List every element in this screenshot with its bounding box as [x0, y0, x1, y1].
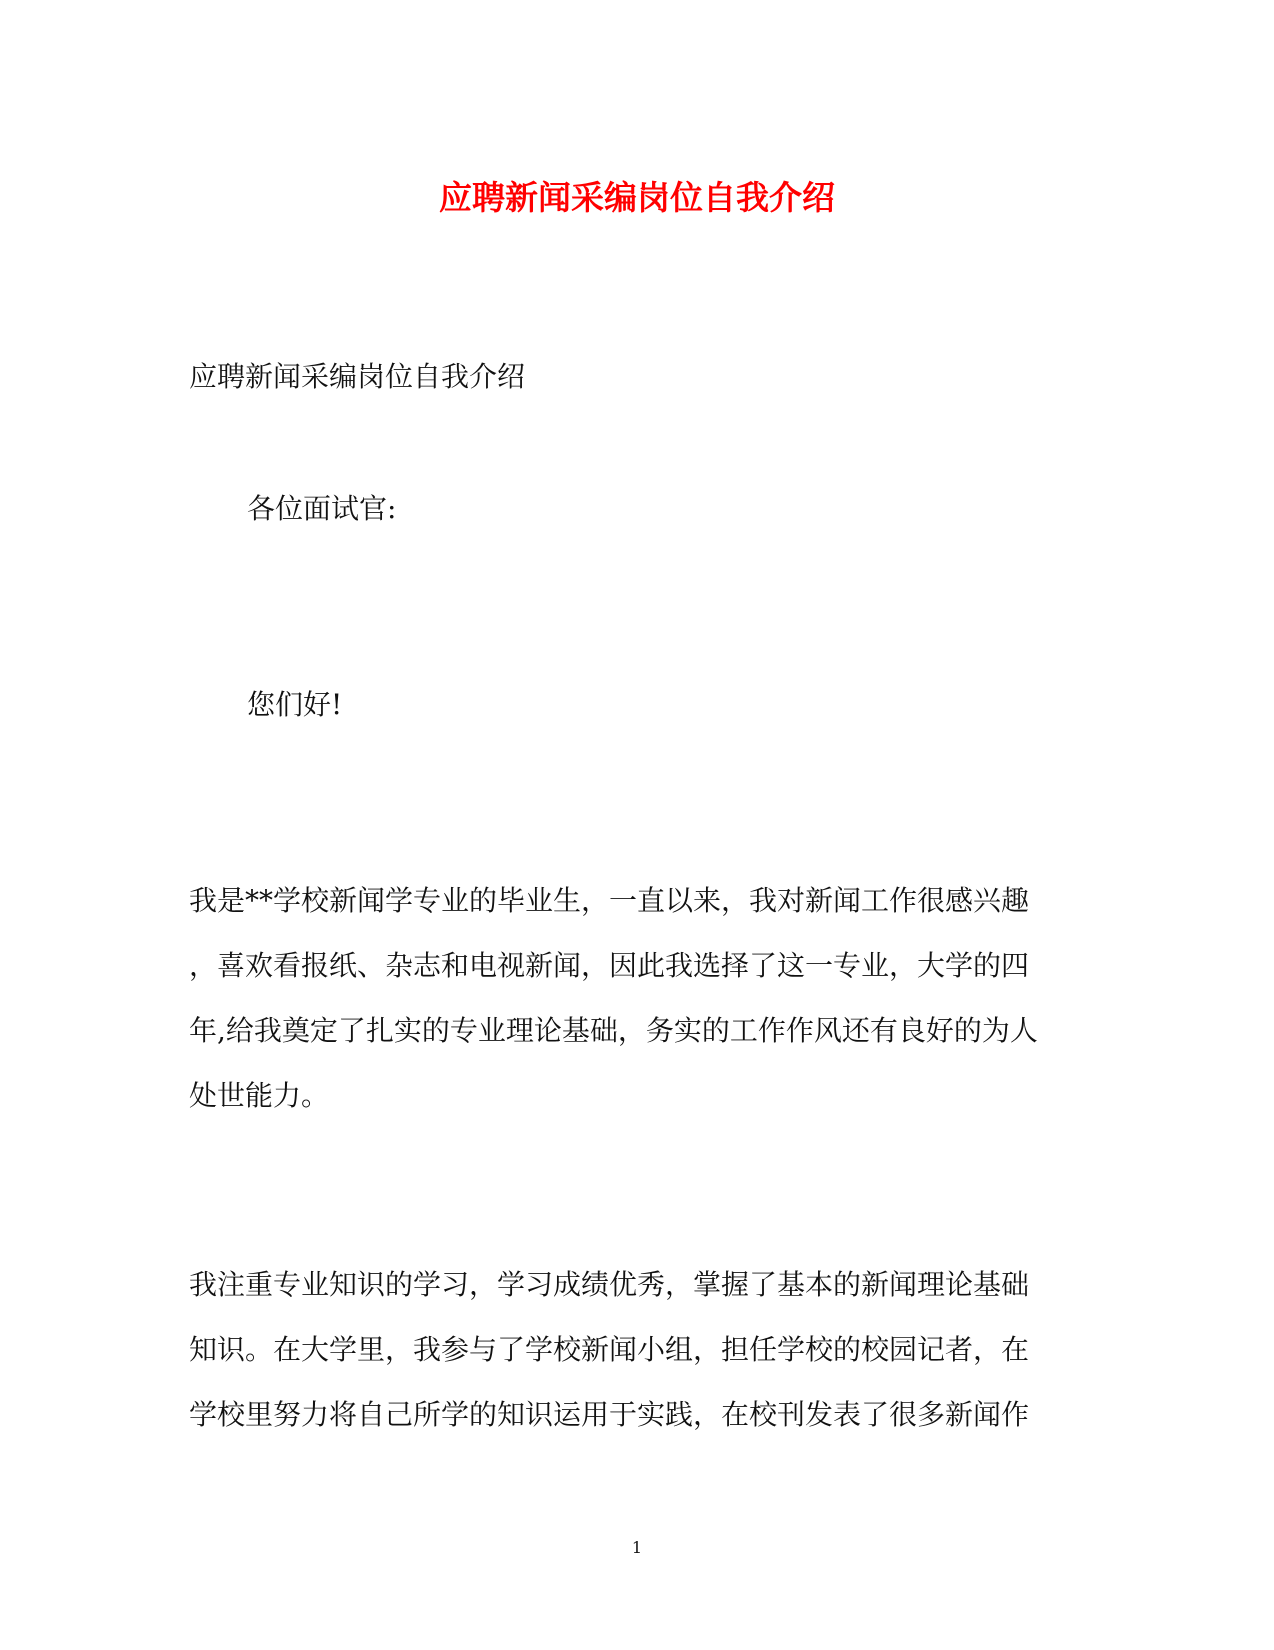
paragraph-study	[189, 1252, 1029, 1447]
salutation: 各位面试官:	[247, 492, 397, 525]
paragraph-line: ，喜欢看报纸、杂志和电视新闻，因此我选择了这一专业，大学的四	[189, 949, 1030, 982]
page-title: 应聘新闻采编岗位自我介绍	[439, 178, 835, 217]
paragraph-line: 我注重专业知识的学习，学习成绩优秀，掌握了基本的新闻理论基础	[189, 1268, 1030, 1301]
page-number: 1	[631, 1538, 643, 1557]
paragraph-education	[189, 868, 1038, 1128]
paragraph-line: 学校里努力将自己所学的知识运用于实践，在校刊发表了很多新闻作	[189, 1398, 1030, 1431]
paragraph-line: 我是**学校新闻学专业的毕业生，一直以来，我对新闻工作很感兴趣	[189, 884, 1030, 917]
greeting-line: 您们好!	[247, 688, 343, 721]
paragraph-line: 处世能力。	[189, 1079, 330, 1112]
document-subtitle: 应聘新闻采编岗位自我介绍	[189, 360, 526, 393]
paragraph-line: 年,给我奠定了扎实的专业理论基础，务实的工作作风还有良好的为人	[189, 1014, 1038, 1047]
paragraph-line: 知识。在大学里，我参与了学校新闻小组，担任学校的校园记者，在	[189, 1333, 1030, 1366]
